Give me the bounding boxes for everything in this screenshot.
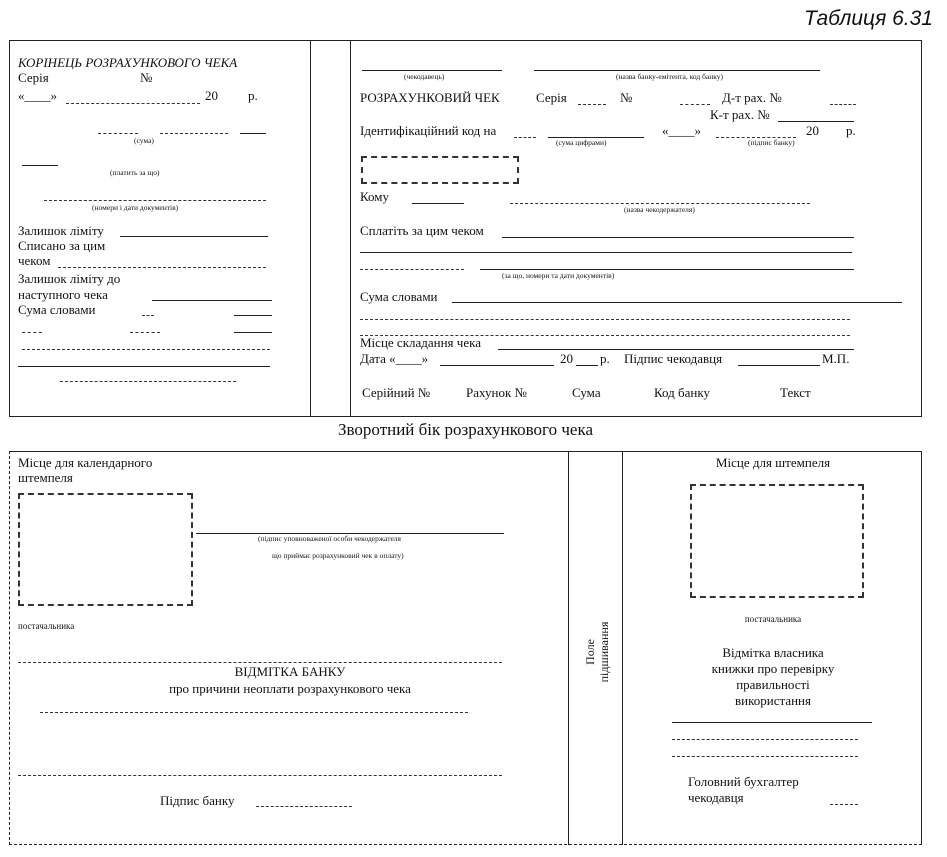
date-year-suffix: р. [600,351,610,366]
binding-field-line-1: Поле [583,639,597,665]
binding-field-line-2: підшивання [597,621,611,683]
calendar-stamp-label-2: штемпеля [18,470,73,485]
cheque-title: РОЗРАХУНКОВИЙ ЧЕК [360,90,500,105]
supplier-right-label: постачальника [744,614,802,624]
chief-accountant-2: чекодавця [688,790,744,805]
column-account: Рахунок № [466,385,527,400]
cheque-year-suffix: р. [846,123,856,138]
stub-divider-right [350,40,351,417]
cheque-series-line [578,104,606,105]
stub-sum-line-b [160,133,228,134]
column-text: Текст [780,385,811,400]
stub-payto-line [22,165,58,166]
signature-hint-1: (підпис уповноваженої особи чекодержателя [258,534,401,543]
date-year: 20 [560,351,573,366]
column-sum: Сума [572,385,601,400]
bank-mark-line-1 [40,712,468,713]
table-caption: Таблиця 6.31 [804,7,933,30]
drawer-sign-label: Підпис чекодавця [624,351,723,366]
stub-docs-line [44,200,266,201]
stub-sw-line-b [234,315,272,316]
binding-field-text [583,567,611,737]
stub-sw-line-a [142,315,154,316]
chief-accountant-line [830,804,858,805]
owner-line-2 [672,739,858,740]
pay-by-cheque-label: Сплатіть за цим чеком [360,223,484,238]
bank-mark-title: ВІДМІТКА БАНКУ [234,664,346,679]
stub-limit-next-1: Залишок ліміту до [18,271,121,286]
drawer-line [362,70,502,71]
stub-line-3 [18,366,270,367]
date-label: Дата «____» [360,351,429,366]
stub-line-1c [234,332,272,333]
stub-line-1b [130,332,160,333]
sum-words-line-2 [360,319,850,320]
drawer-hint: (чекодавець) [404,72,445,81]
id-code-box [361,156,519,184]
stub-title: КОРІНЕЦЬ РОЗРАХУНКОВОГО ЧЕКА [18,55,238,70]
owner-mark-4: використання [735,693,811,708]
bank-line [534,70,820,71]
sum-words-label: Сума словами [360,289,438,304]
stamp-place-label: Місце для штемпеля [715,455,831,470]
stub-sum-line-a [98,133,138,134]
calendar-stamp-label-1: Місце для календарного [18,455,153,470]
holder-hint: (назва чекодержателя) [624,205,695,214]
cheque-date-quote: «____» [662,123,701,138]
stub-limit-next-2: наступного чека [18,287,108,302]
stub-payto-hint: (платить за що) [110,168,160,177]
owner-line-1 [672,722,872,723]
supplier-label: постачальника [18,621,75,631]
stub-date-quote: «____» [18,88,57,103]
stamp-box [690,484,864,598]
stub-limit-line [120,236,268,237]
to-whom-line-a [412,203,464,204]
bank-mark-sub: про причини неоплати розрахункового чека [169,681,411,696]
credit-label: К-т рах. № [710,107,770,122]
bank-hint: (назва банку-емітента, код банку) [616,72,724,81]
pay-line-1 [502,237,854,238]
pay-line-3a [360,269,464,270]
stub-sum-words: Сума словами [18,302,96,317]
stub-date-month-line [66,103,200,104]
stub-limit-remainder: Залишок ліміту [18,223,104,238]
column-serial: Серійний № [362,385,431,400]
to-whom-label: Кому [360,189,390,204]
stub-divider-left [310,40,311,417]
stamp-mp: М.П. [822,351,850,366]
place-line [498,349,854,350]
stub-line-1a [22,332,42,333]
bank-mark-line-2 [18,775,502,776]
owner-mark-2: книжки про перевірку [711,661,835,676]
signature-hint-2: що приймає розрахунковий чек в оплату) [272,551,404,560]
stub-line-4 [60,381,236,382]
stub-year-suffix: р. [248,88,258,103]
reverse-heading: Зворотний бік розрахункового чека [337,420,594,439]
calendar-stamp-box [18,493,193,606]
date-year-line [576,365,598,366]
id-code-line [514,137,536,138]
credit-line [778,121,854,122]
debit-label: Д-т рах. № [722,90,782,105]
sum-words-line-1 [452,302,902,303]
cheque-series: Серія [536,90,567,105]
pay-line-2 [360,252,852,253]
bank-sign-hint: (підпис банку) [748,138,795,147]
stub-written-off-line [58,267,266,268]
stub-written-off-1: Списано за цим [18,238,106,253]
owner-mark-1: Відмітка власника [722,645,824,660]
bank-sign-label: Підпис банку [160,793,235,808]
sum-digits-hint: (сума цифрами) [556,138,607,147]
column-bank-code: Код банку [654,385,710,400]
pay-line-3b [480,269,854,270]
owner-mark-3: правильності [736,677,810,692]
cheque-number-sign: № [620,90,633,105]
stub-limit-next-line [152,300,272,301]
binding-divider-right [622,451,623,845]
stub-line-2 [22,349,270,350]
stub-sum-hint: (сума) [134,136,154,145]
chief-accountant-1: Головний бухгалтер [688,774,799,789]
to-whom-line-b [510,203,810,204]
owner-line-3 [672,756,858,757]
cheque-number-line [680,104,710,105]
bank-sign-line [256,806,352,807]
stub-docs-hint: (номери і дати документів) [92,203,179,212]
stub-number-sign: № [140,70,153,85]
bank-mark-topline [18,662,502,663]
debit-line [830,104,856,105]
stub-written-off-2: чеком [18,253,51,268]
stub-sum-line-c [240,133,266,134]
place-label: Місце складання чека [360,335,481,350]
binding-divider-left [568,451,569,845]
stub-series-label: Серія [18,70,49,85]
date-month-line [440,365,554,366]
drawer-sign-line [738,365,820,366]
docs-hint: (за що, номери та дати документів) [502,271,615,280]
cheque-year: 20 [806,123,819,138]
id-code-label: Ідентифікаційний код на [360,123,497,138]
stub-year: 20 [205,88,218,103]
binding-field [570,560,622,740]
